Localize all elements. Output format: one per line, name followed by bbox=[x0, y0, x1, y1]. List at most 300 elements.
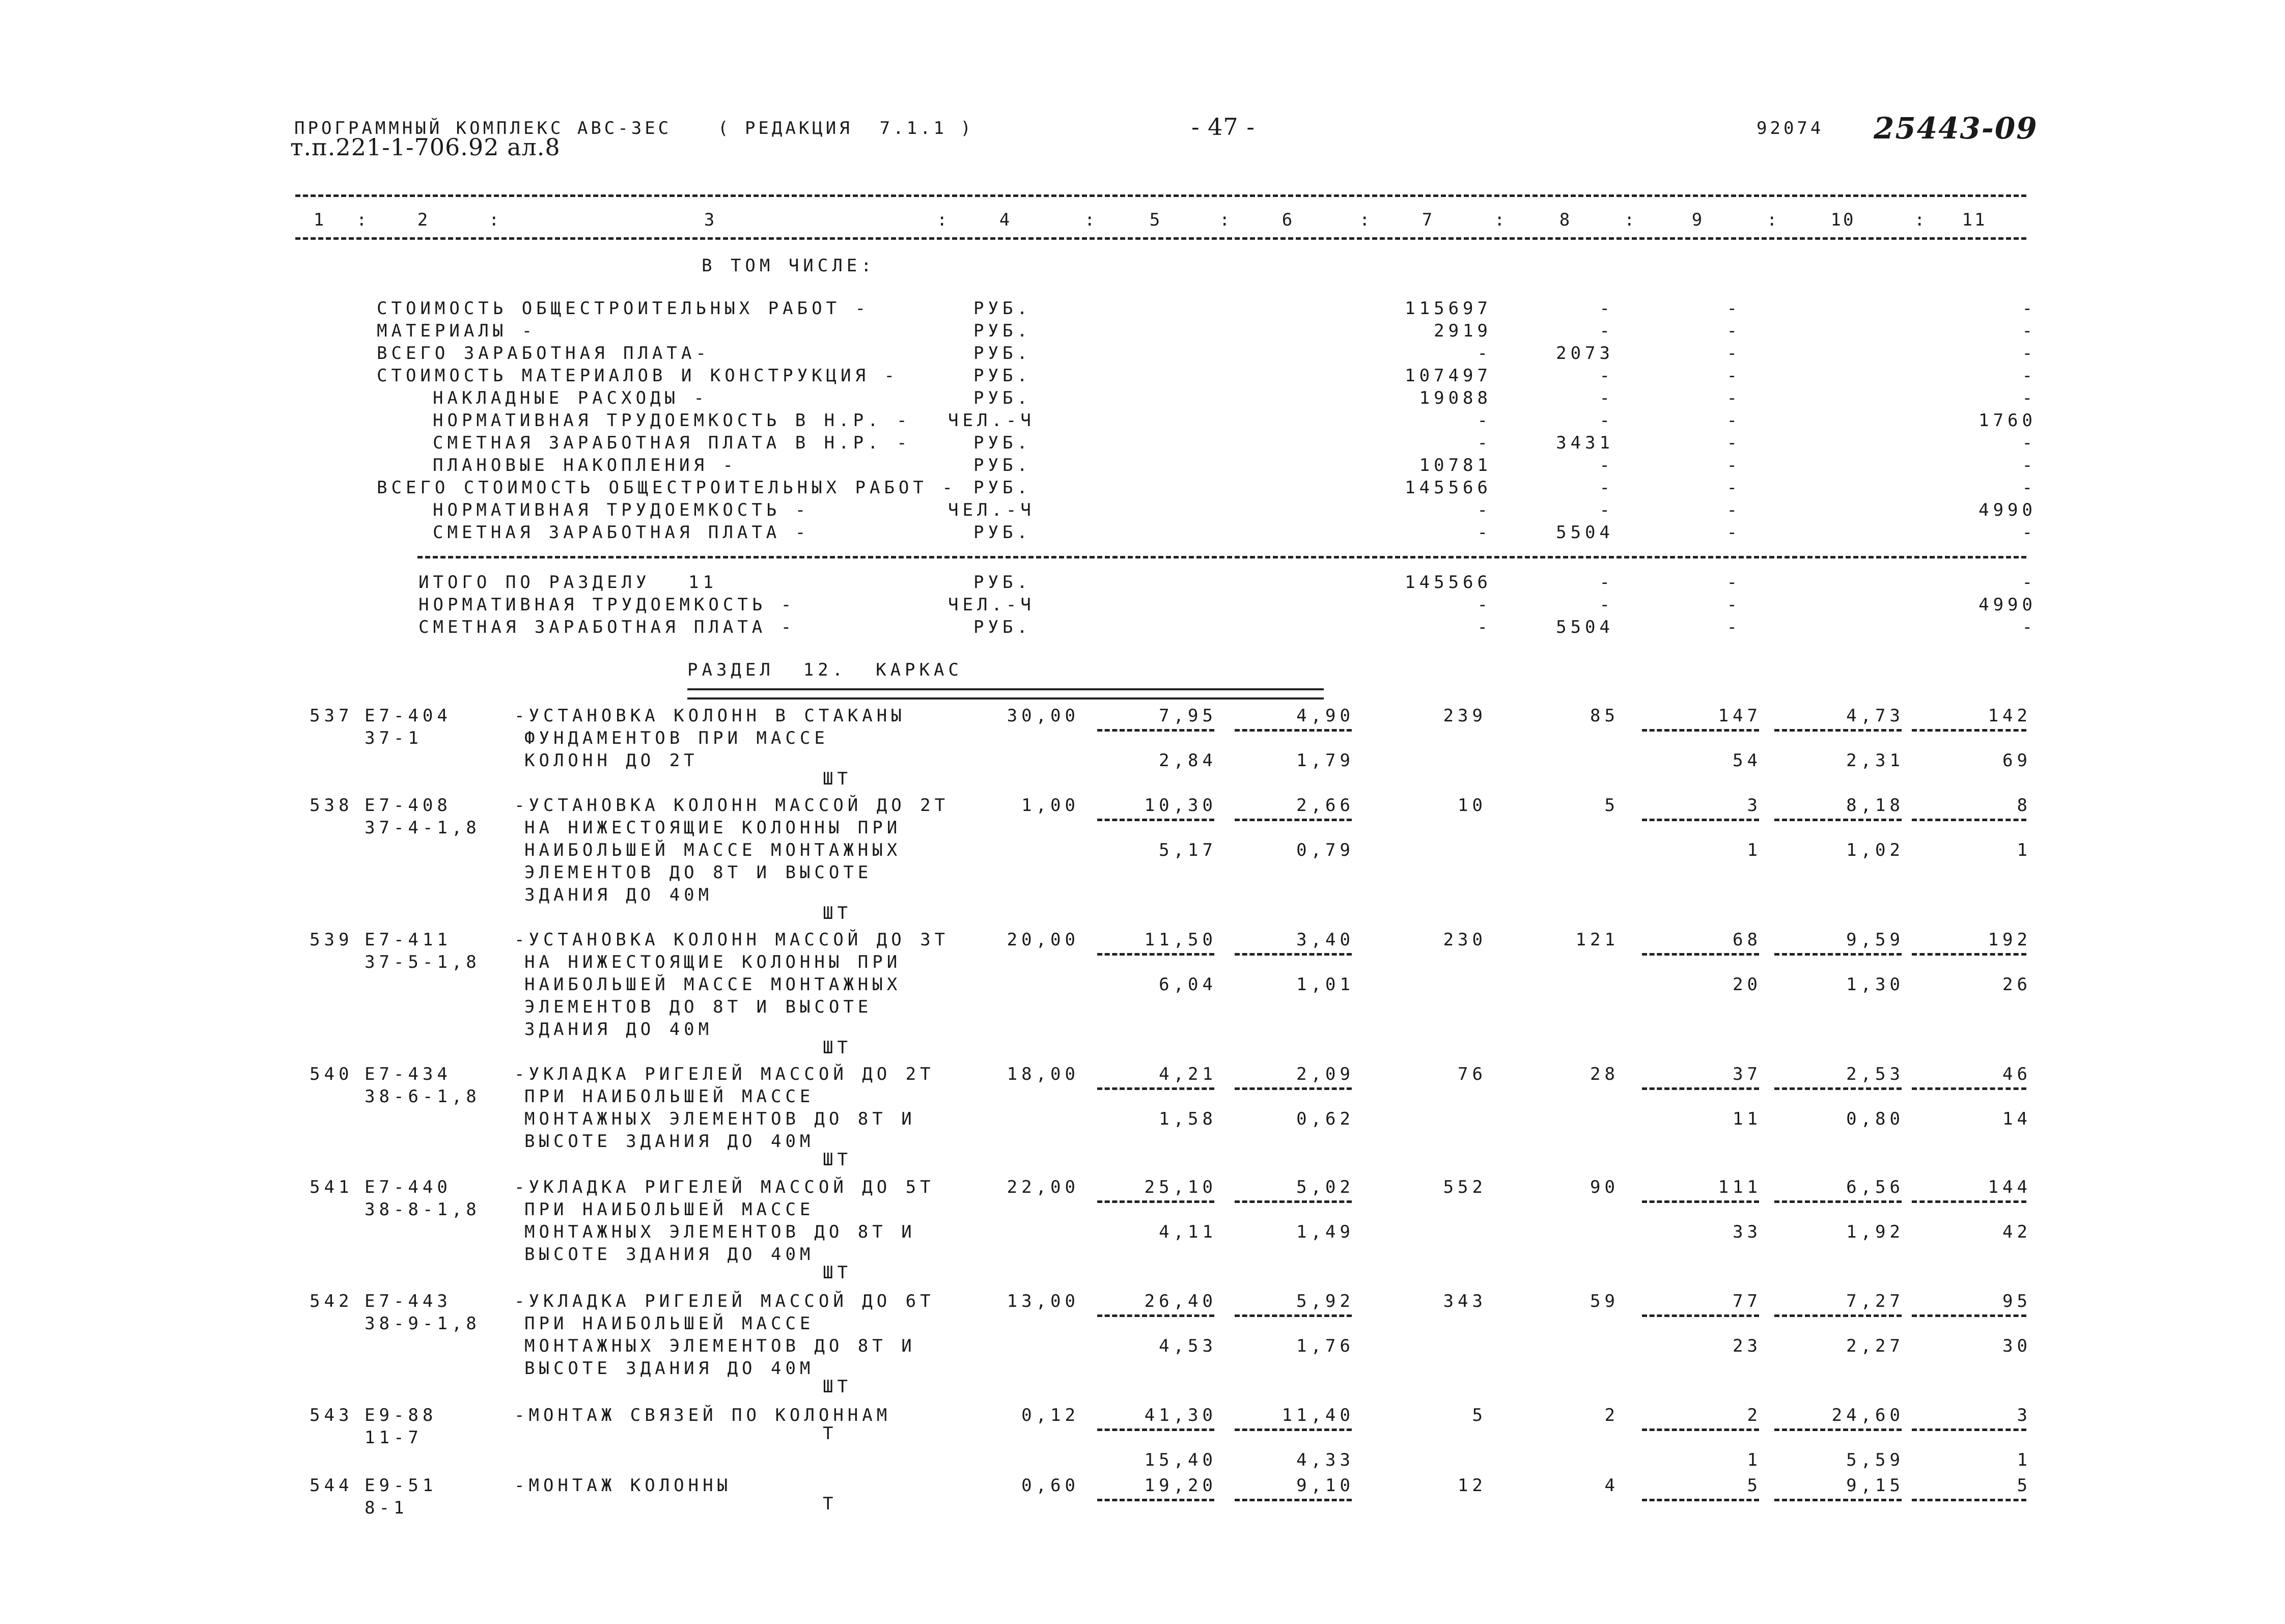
item-c11-bottom: 1 bbox=[2017, 840, 2031, 860]
summary-c8: 2073 bbox=[1556, 343, 1614, 363]
column-number: 1 bbox=[313, 210, 326, 230]
item-number: 539 bbox=[310, 930, 353, 950]
item-description-line: ЗДАНИЯ ДО 40М bbox=[524, 885, 713, 905]
item-entry bbox=[0, 1475, 2285, 1518]
column-separator: : bbox=[489, 210, 504, 230]
column-separator: : bbox=[1767, 210, 1781, 230]
item-c10-top: 9,15 bbox=[1846, 1475, 1904, 1496]
summary-label: ПЛАНОВЫЕ НАКОПЛЕНИЯ - bbox=[433, 455, 737, 475]
item-c6-bottom: 1,01 bbox=[1296, 974, 1354, 995]
item-c9-top: 77 bbox=[1733, 1291, 1762, 1311]
summary-row bbox=[0, 343, 2285, 366]
item-unit: ШТ bbox=[823, 1038, 852, 1058]
totals-c9: - bbox=[1726, 572, 1741, 593]
summary-c9: - bbox=[1726, 388, 1741, 408]
item-c10-top: 7,27 bbox=[1846, 1291, 1904, 1311]
item-separator bbox=[1235, 1314, 1352, 1317]
totals-label: ИТОГО ПО РАЗДЕЛУ bbox=[419, 572, 651, 593]
summary-label: ВСЕГО ЗАРАБОТНАЯ ПЛАТА- bbox=[377, 343, 710, 363]
summary-label: ВСЕГО СТОИМОСТЬ ОБЩЕСТРОИТЕЛЬНЫХ РАБОТ - bbox=[377, 478, 957, 498]
item-c8: 85 bbox=[1590, 706, 1619, 726]
item-description-line: НАИБОЛЬШЕЙ МАССЕ МОНТАЖНЫХ bbox=[524, 974, 902, 995]
item-c11-bottom: 42 bbox=[2002, 1222, 2031, 1242]
item-c7: 343 bbox=[1443, 1291, 1487, 1311]
item-number: 540 bbox=[310, 1064, 353, 1084]
item-description-line: -УСТАНОВКА КОЛОНН В СТАКАНЫ bbox=[514, 706, 906, 726]
item-c6-bottom: 1,76 bbox=[1296, 1336, 1354, 1356]
totals-label: НОРМАТИВНАЯ ТРУДОЕМКОСТЬ - bbox=[419, 595, 796, 615]
item-separator bbox=[1774, 1429, 1902, 1431]
item-number: 537 bbox=[310, 706, 353, 726]
item-c5-top: 10,30 bbox=[1144, 795, 1217, 816]
item-c9-bottom: 20 bbox=[1733, 974, 1762, 995]
item-description-line: МОНТАЖНЫХ ЭЛЕМЕНТОВ ДО 8Т И bbox=[524, 1109, 916, 1129]
item-c10-bottom: 0,80 bbox=[1846, 1109, 1904, 1129]
item-separator bbox=[1235, 1429, 1352, 1431]
item-separator bbox=[1912, 1499, 2026, 1501]
item-c7: 239 bbox=[1443, 706, 1487, 726]
summary-c7: 2919 bbox=[1434, 321, 1492, 341]
item-c6-top: 11,40 bbox=[1281, 1405, 1354, 1425]
summary-label: СМЕТНАЯ ЗАРАБОТНАЯ ПЛАТА В Н.Р. - bbox=[433, 433, 911, 453]
totals-c7: - bbox=[1477, 617, 1492, 637]
item-c10-bottom: 2,31 bbox=[1846, 750, 1904, 771]
item-quantity: 0,12 bbox=[1021, 1405, 1079, 1425]
item-c6-top: 3,40 bbox=[1296, 930, 1354, 950]
summary-unit: РУБ. bbox=[973, 388, 1032, 408]
item-c11-bottom: 14 bbox=[2002, 1109, 2031, 1129]
totals-c8: - bbox=[1599, 595, 1614, 615]
item-c11-top: 8 bbox=[2017, 795, 2031, 816]
item-description-line: ВЫСОТЕ ЗДАНИЯ ДО 40М bbox=[524, 1131, 815, 1152]
item-description-line: ПРИ НАИБОЛЬШЕЙ МАССЕ bbox=[524, 1086, 815, 1107]
summary-c11: - bbox=[2022, 455, 2037, 475]
item-c8: 5 bbox=[1604, 795, 1619, 816]
totals-c8: 5504 bbox=[1556, 617, 1614, 637]
item-separator bbox=[1642, 1499, 1759, 1501]
item-separator bbox=[1912, 1200, 2026, 1203]
column-number: 4 bbox=[999, 210, 1012, 230]
item-code-secondary: 38-8-1,8 bbox=[365, 1199, 481, 1220]
item-c8: 2 bbox=[1604, 1405, 1619, 1425]
item-separator bbox=[1912, 1087, 2026, 1090]
totals-row bbox=[0, 595, 2285, 617]
summary-unit: ЧЕЛ.-Ч bbox=[948, 410, 1035, 431]
item-separator bbox=[1774, 1087, 1902, 1090]
summary-c9: - bbox=[1726, 366, 1741, 386]
summary-c7: 19088 bbox=[1419, 388, 1492, 408]
summary-c11: - bbox=[2022, 298, 2037, 319]
summary-row bbox=[0, 455, 2285, 478]
column-number: 2 bbox=[417, 210, 430, 230]
summary-c11: - bbox=[2022, 433, 2037, 453]
item-c6-bottom: 0,79 bbox=[1296, 840, 1354, 860]
item-c9-top: 111 bbox=[1718, 1177, 1762, 1197]
item-separator bbox=[1235, 1499, 1352, 1501]
item-entry bbox=[0, 1064, 2285, 1170]
item-separator bbox=[1235, 1200, 1352, 1203]
item-separator bbox=[1097, 1429, 1214, 1431]
column-number: 8 bbox=[1559, 210, 1572, 230]
item-description-line: -МОНТАЖ СВЯЗЕЙ ПО КОЛОННАМ bbox=[514, 1405, 891, 1425]
header-rule bbox=[295, 237, 2026, 240]
item-c9-top: 5 bbox=[1747, 1475, 1762, 1496]
item-code-secondary: 38-9-1,8 bbox=[365, 1313, 481, 1334]
item-separator bbox=[1097, 953, 1214, 956]
item-c9-bottom: 11 bbox=[1733, 1109, 1762, 1129]
item-c5-bottom: 4,11 bbox=[1159, 1222, 1217, 1242]
item-description-line: -УСТАНОВКА КОЛОНН МАССОЙ ДО 2Т bbox=[514, 795, 950, 816]
item-code: Е7-443 bbox=[365, 1291, 452, 1311]
item-c5-bottom: 2,84 bbox=[1159, 750, 1217, 771]
summary-c8: - bbox=[1599, 410, 1614, 431]
summary-unit: РУБ. bbox=[973, 433, 1032, 453]
item-c11-top: 144 bbox=[1988, 1177, 2031, 1197]
item-c7: 5 bbox=[1472, 1405, 1487, 1425]
summary-c8: - bbox=[1599, 298, 1614, 319]
item-description-line: -УСТАНОВКА КОЛОНН МАССОЙ ДО 3Т bbox=[514, 930, 950, 950]
item-quantity: 22,00 bbox=[1007, 1177, 1079, 1197]
summary-c11: 4990 bbox=[1979, 500, 2037, 520]
item-c11-bottom: 1 bbox=[2017, 1450, 2031, 1470]
item-entry bbox=[0, 930, 2285, 1058]
totals-c9: - bbox=[1726, 595, 1741, 615]
summary-c7: - bbox=[1477, 343, 1492, 363]
item-c10-bottom: 5,59 bbox=[1846, 1450, 1904, 1470]
item-unit: Т bbox=[823, 1494, 838, 1514]
item-c9-bottom: 54 bbox=[1733, 750, 1762, 771]
item-description-line: КОЛОНН ДО 2Т bbox=[524, 750, 699, 771]
summary-c9: - bbox=[1726, 500, 1741, 520]
column-number: 7 bbox=[1422, 210, 1435, 230]
project-reference: т.п.221-1-706.92 ал.8 bbox=[290, 133, 561, 161]
totals-rule bbox=[417, 556, 2026, 558]
item-c10-bottom: 2,27 bbox=[1846, 1336, 1904, 1356]
item-description-line: МОНТАЖНЫХ ЭЛЕМЕНТОВ ДО 8Т И bbox=[524, 1222, 916, 1242]
summary-c7: - bbox=[1477, 433, 1492, 453]
item-separator bbox=[1097, 729, 1214, 732]
summary-label: СТОИМОСТЬ МАТЕРИАЛОВ И КОНСТРУКЦИЯ - bbox=[377, 366, 899, 386]
totals-c8: - bbox=[1599, 572, 1614, 593]
column-separator: : bbox=[356, 210, 371, 230]
item-c9-bottom: 1 bbox=[1747, 840, 1762, 860]
summary-label: НОРМАТИВНАЯ ТРУДОЕМКОСТЬ - bbox=[433, 500, 810, 520]
summary-c7: 115697 bbox=[1405, 298, 1492, 319]
section-title: РАЗДЕЛ 12. КАРКАС bbox=[687, 660, 963, 680]
summary-label: НАКЛАДНЫЕ РАСХОДЫ - bbox=[433, 388, 708, 408]
totals-c9: - bbox=[1726, 617, 1741, 637]
item-c11-top: 5 bbox=[2017, 1475, 2031, 1496]
summary-c8: - bbox=[1599, 500, 1614, 520]
item-c10-top: 9,59 bbox=[1846, 930, 1904, 950]
item-separator bbox=[1642, 1200, 1759, 1203]
summary-unit: РУБ. bbox=[973, 343, 1032, 363]
item-entry bbox=[0, 1177, 2285, 1283]
summary-unit: РУБ. bbox=[973, 455, 1032, 475]
item-description-line: -МОНТАЖ КОЛОННЫ bbox=[514, 1475, 732, 1496]
summary-row bbox=[0, 298, 2285, 321]
summary-c7: 145566 bbox=[1405, 478, 1492, 498]
summary-c8: - bbox=[1599, 388, 1614, 408]
summary-c11: - bbox=[2022, 522, 2037, 543]
summary-c8: 3431 bbox=[1556, 433, 1614, 453]
item-c11-top: 3 bbox=[2017, 1405, 2031, 1425]
column-number: 6 bbox=[1281, 210, 1295, 230]
item-c9-top: 147 bbox=[1718, 706, 1762, 726]
summary-c9: - bbox=[1726, 478, 1741, 498]
item-separator bbox=[1912, 729, 2026, 732]
page-number: - 47 - bbox=[1191, 113, 1255, 141]
column-number: 10 bbox=[1830, 210, 1856, 230]
item-separator bbox=[1774, 953, 1902, 956]
summary-row bbox=[0, 366, 2285, 388]
item-c9-bottom: 23 bbox=[1733, 1336, 1762, 1356]
item-separator bbox=[1097, 1087, 1214, 1090]
item-entry bbox=[0, 706, 2285, 789]
item-separator bbox=[1235, 1087, 1352, 1090]
item-c7: 10 bbox=[1458, 795, 1487, 816]
summary-c9: - bbox=[1726, 433, 1741, 453]
item-c6-top: 5,02 bbox=[1296, 1177, 1354, 1197]
summary-c9: - bbox=[1726, 522, 1741, 543]
item-quantity: 20,00 bbox=[1007, 930, 1079, 950]
item-number: 541 bbox=[310, 1177, 353, 1197]
summary-c9: - bbox=[1726, 321, 1741, 341]
item-code-secondary: 11-7 bbox=[365, 1427, 423, 1448]
item-c6-top: 2,09 bbox=[1296, 1064, 1354, 1084]
item-code: Е7-411 bbox=[365, 930, 452, 950]
summary-c7: - bbox=[1477, 410, 1492, 431]
item-separator bbox=[1642, 729, 1759, 732]
totals-unit: РУБ. bbox=[973, 572, 1032, 593]
item-quantity: 1,00 bbox=[1021, 795, 1079, 816]
summary-row bbox=[0, 478, 2285, 500]
item-unit: ШТ bbox=[823, 769, 852, 789]
totals-unit: РУБ. bbox=[973, 617, 1032, 637]
item-entry bbox=[0, 1291, 2285, 1397]
item-c5-top: 25,10 bbox=[1144, 1177, 1217, 1197]
item-c10-top: 6,56 bbox=[1846, 1177, 1904, 1197]
totals-section-number: 11 bbox=[688, 572, 717, 593]
item-quantity: 13,00 bbox=[1007, 1291, 1079, 1311]
column-number: 9 bbox=[1691, 210, 1705, 230]
item-c6-bottom: 0,62 bbox=[1296, 1109, 1354, 1129]
item-c8: 121 bbox=[1575, 930, 1619, 950]
item-c7: 552 bbox=[1443, 1177, 1487, 1197]
item-separator bbox=[1774, 819, 1902, 821]
item-code-secondary: 37-1 bbox=[365, 728, 423, 748]
item-quantity: 18,00 bbox=[1007, 1064, 1079, 1084]
summary-c8: - bbox=[1599, 321, 1614, 341]
summary-row bbox=[0, 522, 2285, 545]
column-separator: : bbox=[937, 210, 952, 230]
summary-c8: - bbox=[1599, 455, 1614, 475]
summary-c8: 5504 bbox=[1556, 522, 1614, 543]
column-separator: : bbox=[1084, 210, 1099, 230]
item-quantity: 30,00 bbox=[1007, 706, 1079, 726]
item-unit: ШТ bbox=[823, 1263, 852, 1283]
summary-c11: - bbox=[2022, 343, 2037, 363]
item-entry bbox=[0, 795, 2285, 923]
summary-c9: - bbox=[1726, 410, 1741, 431]
item-code: Е7-404 bbox=[365, 706, 452, 726]
item-separator bbox=[1642, 819, 1759, 821]
item-separator bbox=[1235, 953, 1352, 956]
summary-label: МАТЕРИАЛЫ - bbox=[377, 321, 537, 341]
item-number: 543 bbox=[310, 1405, 353, 1425]
item-c8: 28 bbox=[1590, 1064, 1619, 1084]
item-c9-top: 2 bbox=[1747, 1405, 1762, 1425]
item-separator bbox=[1774, 1314, 1902, 1317]
summary-c7: 107497 bbox=[1405, 366, 1492, 386]
item-code: Е7-434 bbox=[365, 1064, 452, 1084]
item-c6-top: 9,10 bbox=[1296, 1475, 1354, 1496]
item-description-line: НА НИЖЕСТОЯЩИЕ КОЛОННЫ ПРИ bbox=[524, 818, 902, 838]
item-description-line: ПРИ НАИБОЛЬШЕЙ МАССЕ bbox=[524, 1313, 815, 1334]
summary-c11: - bbox=[2022, 388, 2037, 408]
item-c6-bottom: 1,79 bbox=[1296, 750, 1354, 771]
item-separator bbox=[1097, 819, 1214, 821]
totals-row bbox=[0, 617, 2285, 639]
item-c5-top: 41,30 bbox=[1144, 1405, 1217, 1425]
item-number: 538 bbox=[310, 795, 353, 816]
column-separator: : bbox=[1359, 210, 1374, 230]
item-code-secondary: 8-1 bbox=[365, 1498, 408, 1518]
item-separator bbox=[1774, 1499, 1902, 1501]
item-number: 544 bbox=[310, 1475, 353, 1496]
summary-unit: ЧЕЛ.-Ч bbox=[948, 500, 1035, 520]
summary-c8: - bbox=[1599, 366, 1614, 386]
item-c11-top: 95 bbox=[2002, 1291, 2031, 1311]
item-code-secondary: 38-6-1,8 bbox=[365, 1086, 481, 1107]
item-c10-top: 8,18 bbox=[1846, 795, 1904, 816]
item-c7: 76 bbox=[1458, 1064, 1487, 1084]
item-c5-top: 7,95 bbox=[1159, 706, 1217, 726]
handwritten-number: 25443-09 bbox=[1874, 111, 2038, 146]
item-separator bbox=[1235, 729, 1352, 732]
column-separator: : bbox=[1914, 210, 1929, 230]
program-name: ПРОГРАММНЫЙ КОМПЛЕКС АВС-3ЕС bbox=[294, 118, 672, 138]
item-separator bbox=[1235, 819, 1352, 821]
item-separator bbox=[1097, 1499, 1214, 1501]
summary-label: СМЕТНАЯ ЗАРАБОТНАЯ ПЛАТА - bbox=[433, 522, 810, 543]
summary-row bbox=[0, 433, 2285, 455]
summary-unit: РУБ. bbox=[973, 522, 1032, 543]
summary-c9: - bbox=[1726, 455, 1741, 475]
item-c10-top: 24,60 bbox=[1831, 1405, 1904, 1425]
column-separator: : bbox=[1219, 210, 1234, 230]
item-code: Е9-51 bbox=[365, 1475, 437, 1496]
item-description-line: ВЫСОТЕ ЗДАНИЯ ДО 40М bbox=[524, 1358, 815, 1379]
summary-unit: РУБ. bbox=[973, 321, 1032, 341]
totals-c11: 4990 bbox=[1979, 595, 2037, 615]
item-code: Е7-440 bbox=[365, 1177, 452, 1197]
summary-c11: - bbox=[2022, 321, 2037, 341]
item-c8: 4 bbox=[1604, 1475, 1619, 1496]
item-c6-bottom: 1,49 bbox=[1296, 1222, 1354, 1242]
summary-c11: - bbox=[2022, 366, 2037, 386]
totals-c7: - bbox=[1477, 595, 1492, 615]
item-separator bbox=[1642, 1429, 1759, 1431]
item-separator bbox=[1642, 1314, 1759, 1317]
item-description-line: ФУНДАМЕНТОВ ПРИ МАССЕ bbox=[524, 728, 829, 748]
summary-c9: - bbox=[1726, 343, 1741, 363]
item-c6-top: 5,92 bbox=[1296, 1291, 1354, 1311]
item-c8: 59 bbox=[1590, 1291, 1619, 1311]
item-description-line: НАИБОЛЬШЕЙ МАССЕ МОНТАЖНЫХ bbox=[524, 840, 902, 860]
totals-c11: - bbox=[2022, 617, 2037, 637]
item-separator bbox=[1912, 1314, 2026, 1317]
item-c10-top: 2,53 bbox=[1846, 1064, 1904, 1084]
item-unit: ШТ bbox=[823, 1150, 852, 1170]
column-separator: : bbox=[1624, 210, 1639, 230]
item-separator bbox=[1097, 1200, 1214, 1203]
item-c9-top: 37 bbox=[1733, 1064, 1762, 1084]
item-c9-top: 68 bbox=[1733, 930, 1762, 950]
summary-row bbox=[0, 321, 2285, 343]
item-c7: 12 bbox=[1458, 1475, 1487, 1496]
item-description-line: -УКЛАДКА РИГЕЛЕЙ МАССОЙ ДО 2Т bbox=[514, 1064, 935, 1084]
summary-c9: - bbox=[1726, 298, 1741, 319]
item-c5-top: 26,40 bbox=[1144, 1291, 1217, 1311]
item-separator bbox=[1642, 1087, 1759, 1090]
document-code: 92074 bbox=[1757, 118, 1824, 138]
item-code: Е9-88 bbox=[365, 1405, 437, 1425]
item-number: 542 bbox=[310, 1291, 353, 1311]
summary-c7: 10781 bbox=[1419, 455, 1492, 475]
summary-c8: - bbox=[1599, 478, 1614, 498]
item-entry bbox=[0, 1405, 2285, 1470]
item-unit: ШТ bbox=[823, 903, 852, 923]
item-quantity: 0,60 bbox=[1021, 1475, 1079, 1496]
section-underline bbox=[687, 688, 1324, 699]
summary-caption: В ТОМ ЧИСЛЕ: bbox=[702, 256, 876, 276]
item-separator bbox=[1774, 1200, 1902, 1203]
item-c5-bottom: 15,40 bbox=[1144, 1450, 1217, 1470]
item-description-line: ЭЛЕМЕНТОВ ДО 8Т И ВЫСОТЕ bbox=[524, 862, 873, 883]
item-c11-bottom: 69 bbox=[2002, 750, 2031, 771]
item-description-line: -УКЛАДКА РИГЕЛЕЙ МАССОЙ ДО 6Т bbox=[514, 1291, 935, 1311]
column-number: 3 bbox=[704, 210, 717, 230]
item-c11-top: 46 bbox=[2002, 1064, 2031, 1084]
totals-c7: 145566 bbox=[1405, 572, 1492, 593]
summary-unit: РУБ. bbox=[973, 366, 1032, 386]
column-number: 11 bbox=[1962, 210, 1987, 230]
item-c11-top: 192 bbox=[1988, 930, 2031, 950]
item-c9-bottom: 1 bbox=[1747, 1450, 1762, 1470]
item-unit: Т bbox=[823, 1423, 838, 1444]
item-c5-top: 4,21 bbox=[1159, 1064, 1217, 1084]
item-c5-bottom: 4,53 bbox=[1159, 1336, 1217, 1356]
item-c5-top: 11,50 bbox=[1144, 930, 1217, 950]
column-separator: : bbox=[1494, 210, 1509, 230]
item-c9-top: 3 bbox=[1747, 795, 1762, 816]
item-c10-bottom: 1,30 bbox=[1846, 974, 1904, 995]
top-rule bbox=[295, 194, 2026, 197]
item-code: Е7-408 bbox=[365, 795, 452, 816]
item-code-secondary: 37-5-1,8 bbox=[365, 952, 481, 972]
item-separator bbox=[1774, 729, 1902, 732]
item-separator bbox=[1642, 953, 1759, 956]
summary-row bbox=[0, 410, 2285, 433]
item-separator bbox=[1912, 953, 2026, 956]
totals-label: СМЕТНАЯ ЗАРАБОТНАЯ ПЛАТА - bbox=[419, 617, 796, 637]
edition-label: ( РЕДАКЦИЯ 7.1.1 ) bbox=[718, 118, 974, 138]
item-separator bbox=[1097, 1314, 1214, 1317]
item-unit: ШТ bbox=[823, 1377, 852, 1397]
item-description-line: НА НИЖЕСТОЯЩИЕ КОЛОННЫ ПРИ bbox=[524, 952, 902, 972]
item-description-line: ЗДАНИЯ ДО 40М bbox=[524, 1019, 713, 1040]
